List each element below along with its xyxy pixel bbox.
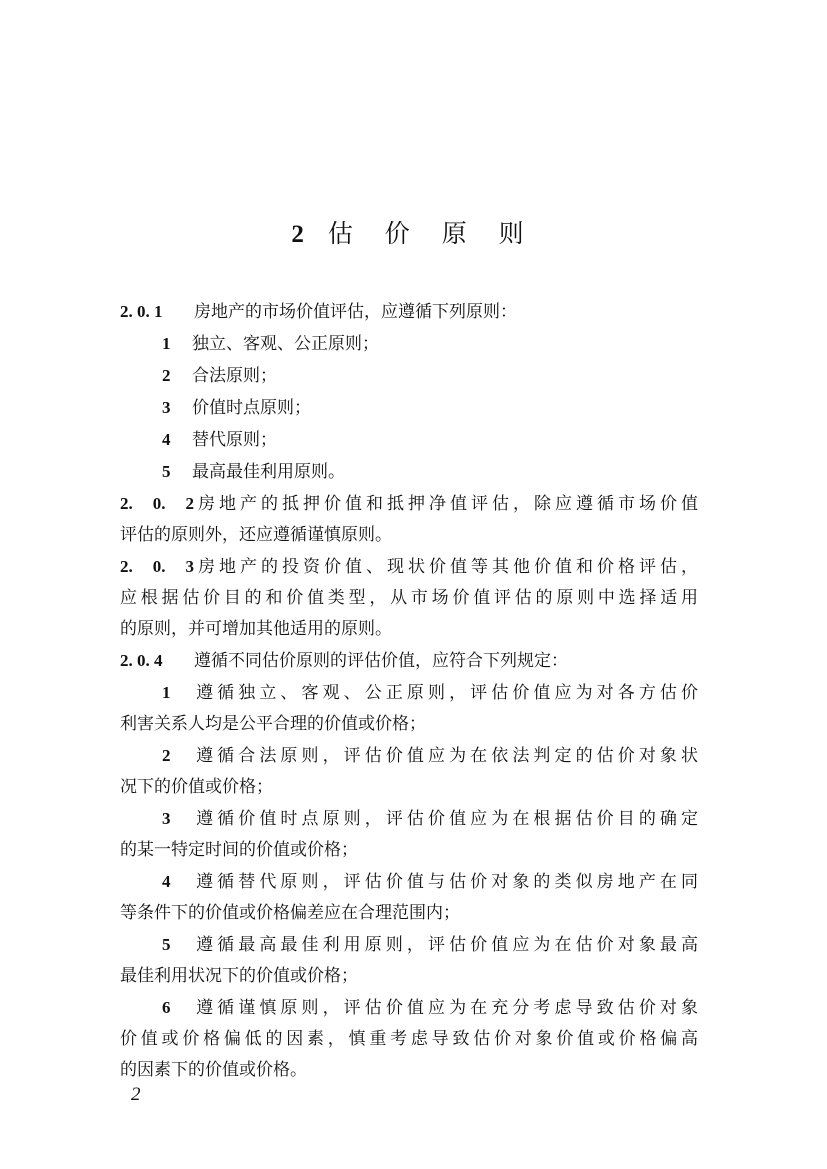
- item-text: 遵循最高最佳利用原则，评估价值应为在估价对象最高: [192, 935, 698, 955]
- list-item: [120, 424, 698, 456]
- clause-text-continued: 应根据估价目的和价值类型，从市场价值评估的原则中选择适用: [120, 588, 698, 608]
- list-item: [120, 740, 698, 772]
- clause-number: 2. 0. 4: [120, 651, 163, 670]
- document-body: [120, 296, 698, 1086]
- chapter-name: 估 价 原 则: [327, 219, 536, 248]
- clause-text: 房地产的抵押价值和抵押净值评估，除应遵循市场价值: [194, 494, 698, 514]
- clause-number: 2. 0. 3: [120, 557, 194, 576]
- item-text: 独立、客观、公正原则；: [192, 334, 379, 354]
- list-item: [120, 866, 698, 898]
- item-text: 遵循谨慎原则，评估价值应为在充分考虑导致估价对象: [192, 998, 698, 1018]
- clause-text: 房地产的投资价值、现状价值等其他价值和价格评估，: [194, 557, 698, 577]
- page-number: 2: [131, 1084, 141, 1105]
- item-text-continued: 况下的价值或价格；: [120, 777, 273, 797]
- item-number: 5: [162, 462, 171, 481]
- chapter-title: [0, 214, 827, 255]
- item-number: 2: [162, 746, 171, 765]
- list-item: [120, 803, 698, 835]
- list-item: [120, 929, 698, 961]
- item-text: 遵循替代原则，评估价值与估价对象的类似房地产在同: [192, 872, 698, 892]
- item-text-continued: 利害关系人均是公平合理的价值或价格；: [120, 714, 426, 734]
- item-text-continued: 价值或价格偏低的因素，慎重考虑导致估价对象价值或价格偏高: [120, 1029, 698, 1049]
- item-number: 6: [162, 998, 171, 1017]
- item-text-continued: 最佳利用状况下的价值或价格；: [120, 966, 358, 986]
- clause-2-0-2: [120, 488, 698, 520]
- clause-number: 2. 0. 1: [120, 302, 163, 321]
- item-text-continued: 的某一特定时间的价值或价格；: [120, 840, 358, 860]
- item-text: 遵循独立、客观、公正原则，评估价值应为对各方估价: [192, 683, 698, 703]
- item-number: 2: [162, 366, 171, 385]
- clause-number: 2. 0. 2: [120, 494, 194, 513]
- item-text: 价值时点原则；: [192, 398, 311, 418]
- clause-2-0-4: [120, 645, 698, 677]
- item-number: 1: [162, 334, 171, 353]
- list-item: [120, 328, 698, 360]
- clause-text-continued: 评估的原则外，还应遵循谨慎原则。: [120, 525, 392, 545]
- list-item: [120, 360, 698, 392]
- list-item: [120, 456, 698, 488]
- clause-text: 房地产的市场价值评估，应遵循下列原则：: [194, 302, 517, 322]
- item-number: 3: [162, 398, 171, 417]
- item-text: 合法原则；: [192, 366, 277, 386]
- clause-text: 遵循不同估价原则的评估价值，应符合下列规定：: [194, 651, 568, 671]
- item-number: 3: [162, 809, 171, 828]
- item-number: 5: [162, 935, 171, 954]
- item-text: 遵循价值时点原则，评估价值应为在根据估价目的确定: [192, 809, 698, 829]
- chapter-number: 2: [291, 221, 306, 248]
- item-text-continued: 等条件下的价值或价格偏差应在合理范围内；: [120, 903, 460, 923]
- list-item: [120, 392, 698, 424]
- clause-2-0-1: [120, 296, 698, 328]
- clause-2-0-3: [120, 551, 698, 583]
- list-item: [120, 992, 698, 1024]
- item-text: 最高最佳利用原则。: [192, 462, 345, 482]
- item-number: 4: [162, 872, 171, 891]
- item-number: 1: [162, 683, 171, 702]
- list-item: [120, 677, 698, 709]
- item-text-continued: 的因素下的价值或价格。: [120, 1060, 307, 1080]
- item-text: 替代原则；: [192, 430, 277, 450]
- item-number: 4: [162, 430, 171, 449]
- clause-text-continued: 的原则，并可增加其他适用的原则。: [120, 619, 392, 639]
- item-text: 遵循合法原则，评估价值应为在依法判定的估价对象状: [192, 746, 698, 766]
